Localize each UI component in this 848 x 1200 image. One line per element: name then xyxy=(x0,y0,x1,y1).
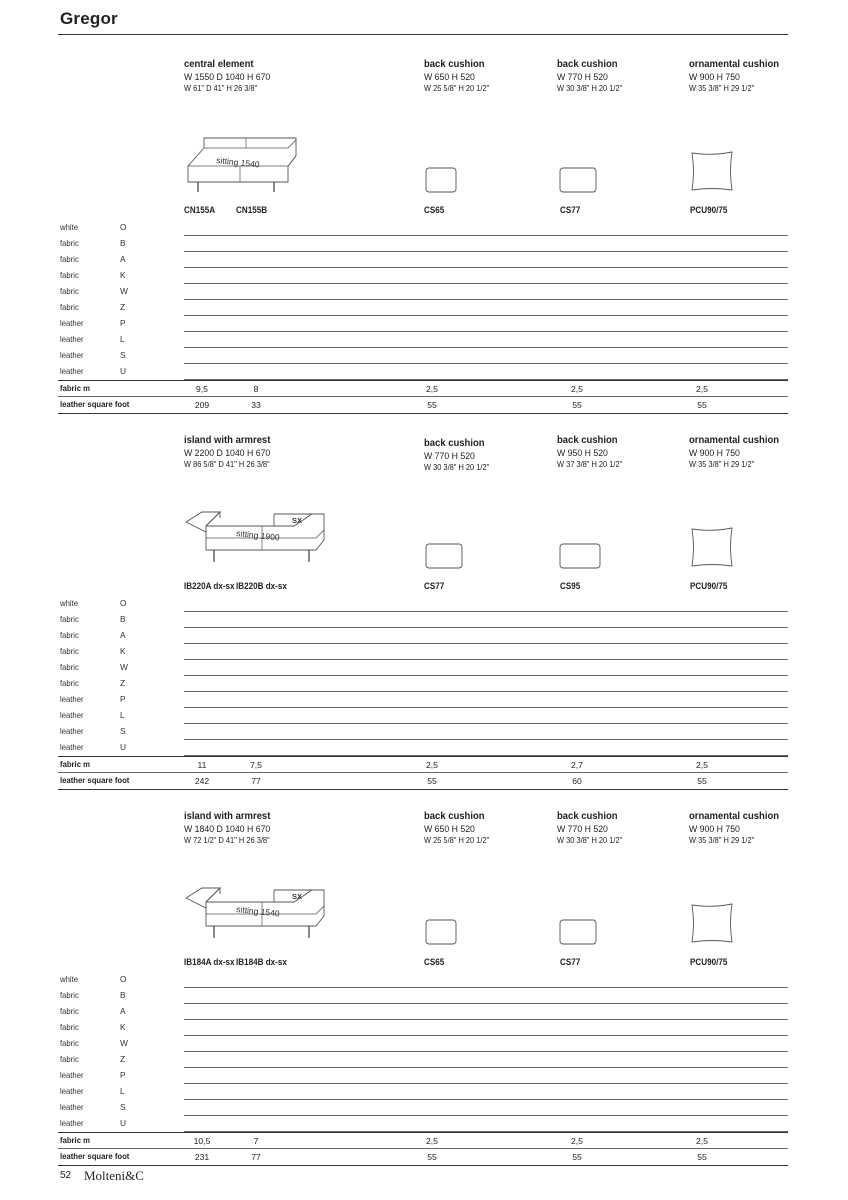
product-dimensions-mm: W 770 H 520 xyxy=(557,823,608,834)
row-category-code: K xyxy=(120,646,126,656)
leather-value: 60 xyxy=(572,776,582,786)
row-material: leather xyxy=(60,1070,84,1080)
fabric-value: 9,5 xyxy=(196,384,208,394)
leather-value: 55 xyxy=(427,400,437,410)
sofa-drawing xyxy=(184,136,334,196)
product-dimensions-inch: W 86 5/8" D 41" H 26 3/8" xyxy=(184,460,270,469)
product-code: CS65 xyxy=(424,205,445,215)
product-code: CS77 xyxy=(560,957,581,967)
product-dimensions-inch: W 35 3/8" H 29 1/2" xyxy=(689,84,755,93)
product-name: ornamental cushion xyxy=(689,59,780,70)
row-material: fabric xyxy=(60,302,79,312)
product-dimensions-inch: W 30 3/8" H 20 1/2" xyxy=(557,84,623,93)
product-header xyxy=(689,435,779,471)
row-material: fabric xyxy=(60,1038,79,1048)
cushion-drawing-wrap xyxy=(690,150,734,197)
product-code: PCU90/75 xyxy=(690,581,728,591)
row-material: white xyxy=(60,974,78,984)
product-name: back cushion xyxy=(424,59,485,70)
table-row xyxy=(60,628,788,644)
leather-value: 55 xyxy=(572,400,582,410)
table-row xyxy=(60,1004,788,1020)
product-dimensions-inch: W 30 3/8" H 20 1/2" xyxy=(424,463,490,472)
armrest-side-label: SX xyxy=(292,892,303,901)
product-header xyxy=(689,59,779,95)
fabric-total-label: fabric m xyxy=(60,1135,90,1145)
row-category-code: S xyxy=(120,726,126,736)
brand-logo: Molteni&C xyxy=(84,1168,144,1183)
product-dimensions-mm: W 770 H 520 xyxy=(557,71,608,82)
sitting-dimension: sitting 1900 xyxy=(235,528,281,543)
table-row xyxy=(60,268,788,284)
row-category-code: S xyxy=(120,350,126,360)
row-material: leather xyxy=(60,334,84,344)
fabric-value: 2,5 xyxy=(426,760,438,770)
row-material: leather xyxy=(60,318,84,328)
product-code: PCU90/75 xyxy=(690,205,728,215)
product-dimensions-inch: W 37 3/8" H 20 1/2" xyxy=(557,460,623,469)
row-category-code: Z xyxy=(120,678,126,688)
row-material: fabric xyxy=(60,662,79,672)
table-row xyxy=(60,988,788,1004)
product-name: ornamental cushion xyxy=(689,811,780,822)
row-category-code: W xyxy=(120,1038,128,1048)
back-cushion-drawing xyxy=(424,166,458,194)
table-row xyxy=(60,972,788,988)
row-material: fabric xyxy=(60,678,79,688)
leather-total-label: leather square foot xyxy=(60,399,130,409)
product-dimensions-inch: W 25 5/8" H 20 1/2" xyxy=(424,84,490,93)
fabric-value: 7 xyxy=(253,1136,259,1146)
cushion-drawing-wrap xyxy=(424,918,458,951)
cushion-drawing-wrap xyxy=(690,902,734,949)
product-name: back cushion xyxy=(557,811,618,822)
row-category-code: L xyxy=(120,1086,125,1096)
fabric-total-label: fabric m xyxy=(60,759,90,769)
leather-value: 77 xyxy=(251,1152,261,1162)
row-category-code: O xyxy=(120,598,127,608)
product-dimensions-inch: W 72 1/2" D 41" H 26 3/8" xyxy=(184,836,270,845)
row-material: fabric xyxy=(60,286,79,296)
page-number: 52 xyxy=(60,1170,72,1181)
table-row xyxy=(60,220,788,236)
row-category-code: B xyxy=(120,614,126,624)
product-code: IB220B dx-sx xyxy=(236,581,287,591)
leather-total-row xyxy=(58,1148,788,1166)
row-material: leather xyxy=(60,350,84,360)
row-category-code: B xyxy=(120,238,126,248)
table-row xyxy=(60,660,788,676)
product-code: IB184B dx-sx xyxy=(236,957,287,967)
leather-value: 209 xyxy=(194,400,210,410)
product-name: ornamental cushion xyxy=(689,435,780,446)
back-cushion-drawing xyxy=(558,918,598,946)
product-dimensions-mm: W 2200 D 1040 H 670 xyxy=(184,447,271,458)
product-header xyxy=(424,59,489,95)
cushion-drawing-wrap xyxy=(558,542,602,575)
product-header xyxy=(184,811,270,847)
row-category-code: S xyxy=(120,1102,126,1112)
ornamental-cushion-drawing xyxy=(690,150,734,192)
product-dimensions-mm: W 900 H 750 xyxy=(689,823,740,834)
row-material: fabric xyxy=(60,990,79,1000)
back-cushion-drawing xyxy=(424,918,458,946)
table-row xyxy=(60,724,788,740)
row-category-code: U xyxy=(120,1118,127,1128)
cushion-drawing-wrap xyxy=(558,918,598,951)
leather-value: 55 xyxy=(697,776,707,786)
product-header xyxy=(184,435,270,471)
row-material: fabric xyxy=(60,270,79,280)
product-header xyxy=(424,811,489,847)
row-category-code: O xyxy=(120,222,127,232)
table-row xyxy=(60,316,788,332)
row-material: leather xyxy=(60,742,84,752)
table-row xyxy=(60,348,788,364)
fabric-total-label: fabric m xyxy=(60,383,90,393)
row-material: leather xyxy=(60,726,84,736)
fabric-value: 10,5 xyxy=(193,1136,211,1146)
fabric-value: 2,5 xyxy=(571,1136,583,1146)
back-cushion-drawing xyxy=(424,542,464,570)
fabric-value: 2,7 xyxy=(571,760,583,770)
table-row xyxy=(60,612,788,628)
table-row xyxy=(60,1084,788,1100)
fabric-value: 2,5 xyxy=(426,384,438,394)
row-category-code: A xyxy=(120,1006,126,1016)
armrest-side-label: SX xyxy=(292,516,303,525)
row-material: fabric xyxy=(60,630,79,640)
table-row xyxy=(60,692,788,708)
product-header xyxy=(184,59,270,95)
row-material: fabric xyxy=(60,1022,79,1032)
row-category-code: W xyxy=(120,286,128,296)
sofa-drawing-wrap xyxy=(184,510,334,575)
row-category-code: L xyxy=(120,334,125,344)
sofa-drawing xyxy=(184,510,334,570)
row-category-code: A xyxy=(120,630,126,640)
fabric-value: 2,5 xyxy=(571,384,583,394)
back-cushion-drawing xyxy=(558,542,602,570)
table-row xyxy=(60,300,788,316)
product-name: central element xyxy=(184,59,254,70)
row-category-code: B xyxy=(120,990,126,1000)
row-category-code: U xyxy=(120,742,127,752)
row-material: leather xyxy=(60,1086,84,1096)
product-header xyxy=(557,811,622,847)
table-row xyxy=(60,252,788,268)
product-dimensions-mm: W 770 H 520 xyxy=(424,450,475,461)
product-name: island with armrest xyxy=(184,435,271,446)
table-row xyxy=(60,284,788,300)
row-material: leather xyxy=(60,1102,84,1112)
cushion-drawing-wrap xyxy=(690,526,734,573)
product-dimensions-inch: W 35 3/8" H 29 1/2" xyxy=(689,836,755,845)
product-code: IB184A dx-sx xyxy=(184,957,235,967)
table-row xyxy=(60,1100,788,1116)
sofa-drawing-wrap xyxy=(184,136,334,201)
table-row xyxy=(60,1116,788,1132)
fabric-value: 2,5 xyxy=(696,1136,708,1146)
sofa-drawing-wrap xyxy=(184,886,334,951)
product-code: CS77 xyxy=(424,581,445,591)
product-dimensions-mm: W 1840 D 1040 H 670 xyxy=(184,823,271,834)
sitting-dimension: sitting 1540 xyxy=(235,904,281,919)
section-1 xyxy=(0,0,848,410)
product-header xyxy=(424,438,489,474)
fabric-value: 2,5 xyxy=(696,384,708,394)
row-material: white xyxy=(60,598,78,608)
table-row xyxy=(60,1020,788,1036)
fabric-value: 2,5 xyxy=(696,760,708,770)
fabric-value: 7,5 xyxy=(250,760,262,770)
leather-value: 231 xyxy=(194,1152,210,1162)
ornamental-cushion-drawing xyxy=(690,902,734,944)
row-category-code: P xyxy=(120,694,126,704)
leather-value: 77 xyxy=(251,776,261,786)
leather-value: 55 xyxy=(697,400,707,410)
section-3 xyxy=(0,752,848,1162)
cushion-drawing-wrap xyxy=(424,166,458,199)
product-code: IB220A dx-sx xyxy=(184,581,235,591)
back-cushion-drawing xyxy=(558,166,598,194)
row-material: white xyxy=(60,222,78,232)
product-dimensions-mm: W 900 H 750 xyxy=(689,447,740,458)
fabric-total-row xyxy=(58,1132,788,1149)
cushion-drawing-wrap xyxy=(558,166,598,199)
leather-value: 242 xyxy=(194,776,210,786)
product-header xyxy=(557,59,622,95)
row-category-code: Z xyxy=(120,302,126,312)
ornamental-cushion-drawing xyxy=(690,526,734,568)
row-category-code: K xyxy=(120,270,126,280)
table-row xyxy=(60,1068,788,1084)
product-dimensions-inch: W 35 3/8" H 29 1/2" xyxy=(689,460,755,469)
row-material: leather xyxy=(60,710,84,720)
table-row xyxy=(60,676,788,692)
product-dimensions-mm: W 1550 D 1040 H 670 xyxy=(184,71,271,82)
product-dimensions-mm: W 650 H 520 xyxy=(424,71,475,82)
leather-value: 33 xyxy=(251,400,261,410)
row-category-code: P xyxy=(120,1070,126,1080)
leather-value: 55 xyxy=(697,1152,707,1162)
cushion-drawing-wrap xyxy=(424,542,464,575)
table-row xyxy=(60,644,788,660)
product-code: CN155A xyxy=(184,205,216,215)
product-dimensions-inch: W 61" D 41" H 26 3/8" xyxy=(184,84,258,93)
table-row xyxy=(60,236,788,252)
product-code: CS77 xyxy=(560,205,581,215)
product-dimensions-mm: W 650 H 520 xyxy=(424,823,475,834)
table-row xyxy=(60,1052,788,1068)
sofa-drawing xyxy=(184,886,334,946)
row-material: fabric xyxy=(60,1006,79,1016)
product-name: back cushion xyxy=(557,59,618,70)
row-material: leather xyxy=(60,366,84,376)
row-category-code: Z xyxy=(120,1054,126,1064)
row-material: fabric xyxy=(60,646,79,656)
leather-value: 55 xyxy=(572,1152,582,1162)
product-name: back cushion xyxy=(424,438,485,449)
row-material: leather xyxy=(60,694,84,704)
product-name: back cushion xyxy=(424,811,485,822)
row-category-code: K xyxy=(120,1022,126,1032)
fabric-value: 11 xyxy=(197,760,207,770)
product-dimensions-inch: W 25 5/8" H 20 1/2" xyxy=(424,836,490,845)
section-2 xyxy=(0,376,848,786)
leather-value: 55 xyxy=(427,776,437,786)
product-code: CN155B xyxy=(236,205,268,215)
leather-total-label: leather square foot xyxy=(60,1151,130,1161)
sitting-dimension: sitting 1540 xyxy=(215,155,261,170)
row-material: fabric xyxy=(60,1054,79,1064)
product-header xyxy=(689,811,779,847)
product-code: PCU90/75 xyxy=(690,957,728,967)
table-row xyxy=(60,708,788,724)
row-material: fabric xyxy=(60,614,79,624)
row-category-code: L xyxy=(120,710,125,720)
product-dimensions-inch: W 30 3/8" H 20 1/2" xyxy=(557,836,623,845)
row-category-code: O xyxy=(120,974,127,984)
product-name: back cushion xyxy=(557,435,618,446)
fabric-value: 2,5 xyxy=(426,1136,438,1146)
product-code: CS95 xyxy=(560,581,581,591)
page-title: Gregor xyxy=(60,9,118,28)
row-category-code: P xyxy=(120,318,126,328)
product-code: CS65 xyxy=(424,957,445,967)
table-row xyxy=(60,332,788,348)
table-row xyxy=(60,1036,788,1052)
product-name: island with armrest xyxy=(184,811,271,822)
row-material: fabric xyxy=(60,254,79,264)
leather-total-label: leather square foot xyxy=(60,775,130,785)
table-row xyxy=(60,596,788,612)
row-category-code: W xyxy=(120,662,128,672)
leather-value: 55 xyxy=(427,1152,437,1162)
row-material: leather xyxy=(60,1118,84,1128)
product-dimensions-mm: W 950 H 520 xyxy=(557,447,608,458)
product-header xyxy=(557,435,622,471)
product-dimensions-mm: W 900 H 750 xyxy=(689,71,740,82)
row-category-code: A xyxy=(120,254,126,264)
row-material: fabric xyxy=(60,238,79,248)
row-category-code: U xyxy=(120,366,127,376)
fabric-value: 8 xyxy=(253,384,259,394)
